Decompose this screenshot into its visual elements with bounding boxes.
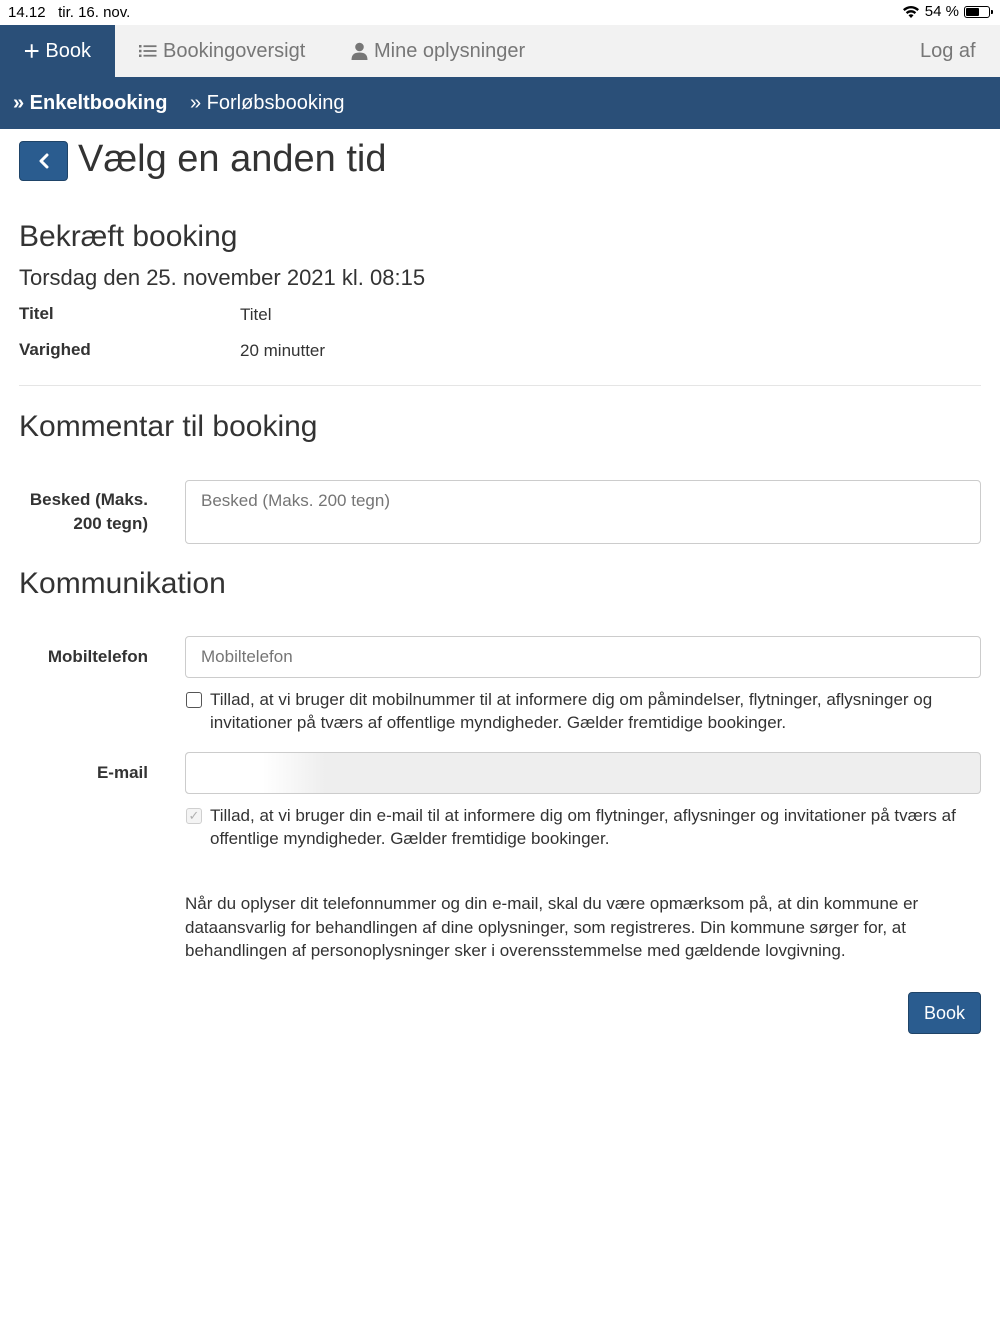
email-label: E-mail [96,763,148,782]
nav-book-label: Book [45,40,91,62]
booking-datetime: Torsdag den 25. november 2021 kl. 08:15 [19,265,426,290]
title-label: Titel [19,304,54,323]
email-consent-checkbox[interactable]: ✓ [186,808,202,824]
plus-icon [24,43,39,59]
email-consent-text: Tillad, at vi bruger din e-mail til at informere dig om flytninger, aflysninger og invitationer på tværs af offentlige myndigheder. Gælder fremtidige bookinger. [210,806,956,848]
battery-percent: 54 % [924,3,959,20]
message-label: Besked (Maks. 200 tegn) [29,490,148,533]
comment-heading: Kommentar til booking [19,410,318,443]
back-button[interactable] [19,141,68,181]
mobile-consent-checkbox[interactable] [186,692,202,708]
nav-my-info-label: Mine oplysninger [374,40,526,62]
nav-booking-overview[interactable] [139,25,305,77]
page-title: Vælg en anden tid [78,138,387,180]
battery-icon [964,6,990,18]
communication-heading: Kommunikation [19,567,226,600]
top-nav [0,25,1000,77]
nav-booking-overview-label: Bookingoversigt [163,40,306,62]
list-icon [139,44,157,58]
sub-nav [0,77,1000,129]
nav-my-info[interactable] [351,25,525,77]
nav-logout[interactable] [920,25,976,77]
chevron-left-icon [38,153,50,169]
subnav-single-booking[interactable]: » Enkeltbooking [13,92,168,114]
subnav-course-booking[interactable]: » Forløbsbooking [190,92,345,114]
confirm-heading: Bekræft booking [19,220,238,253]
privacy-notice: Når du oplyser dit telefonnummer og din e-mail, skal du være opmærksom på, at din kommune er dataansvarlig for behandlingen af dine oplysninger, som registreres. Din kommune sørger for, at behandlingen af personoplysninger sker i overensstemmelse med gældende lovgivning. [185,894,919,960]
book-button[interactable]: Book [908,992,981,1034]
divider [19,385,981,386]
email-redacted [186,753,326,793]
status-bar [0,0,1000,25]
duration-label: Varighed [19,340,91,359]
duration-value: 20 minutter [240,341,326,360]
mobile-label: Mobiltelefon [47,647,148,666]
mobile-consent-text: Tillad, at vi bruger dit mobilnummer til at informere dig om påmindelser, flytninger, aflysninger og invitationer på tværs af offentlige myndigheder. Gælder fremtidige bookinger. [210,690,933,732]
title-value: Titel [240,305,272,324]
status-right [902,3,990,20]
status-time: 14.12 tir. 16. nov. [8,4,131,21]
mobile-input[interactable] [185,636,981,678]
wifi-icon [902,5,920,19]
nav-logout-label: Log af [920,40,976,62]
nav-book[interactable] [0,25,115,77]
user-icon [351,42,368,60]
message-input[interactable] [185,480,981,544]
